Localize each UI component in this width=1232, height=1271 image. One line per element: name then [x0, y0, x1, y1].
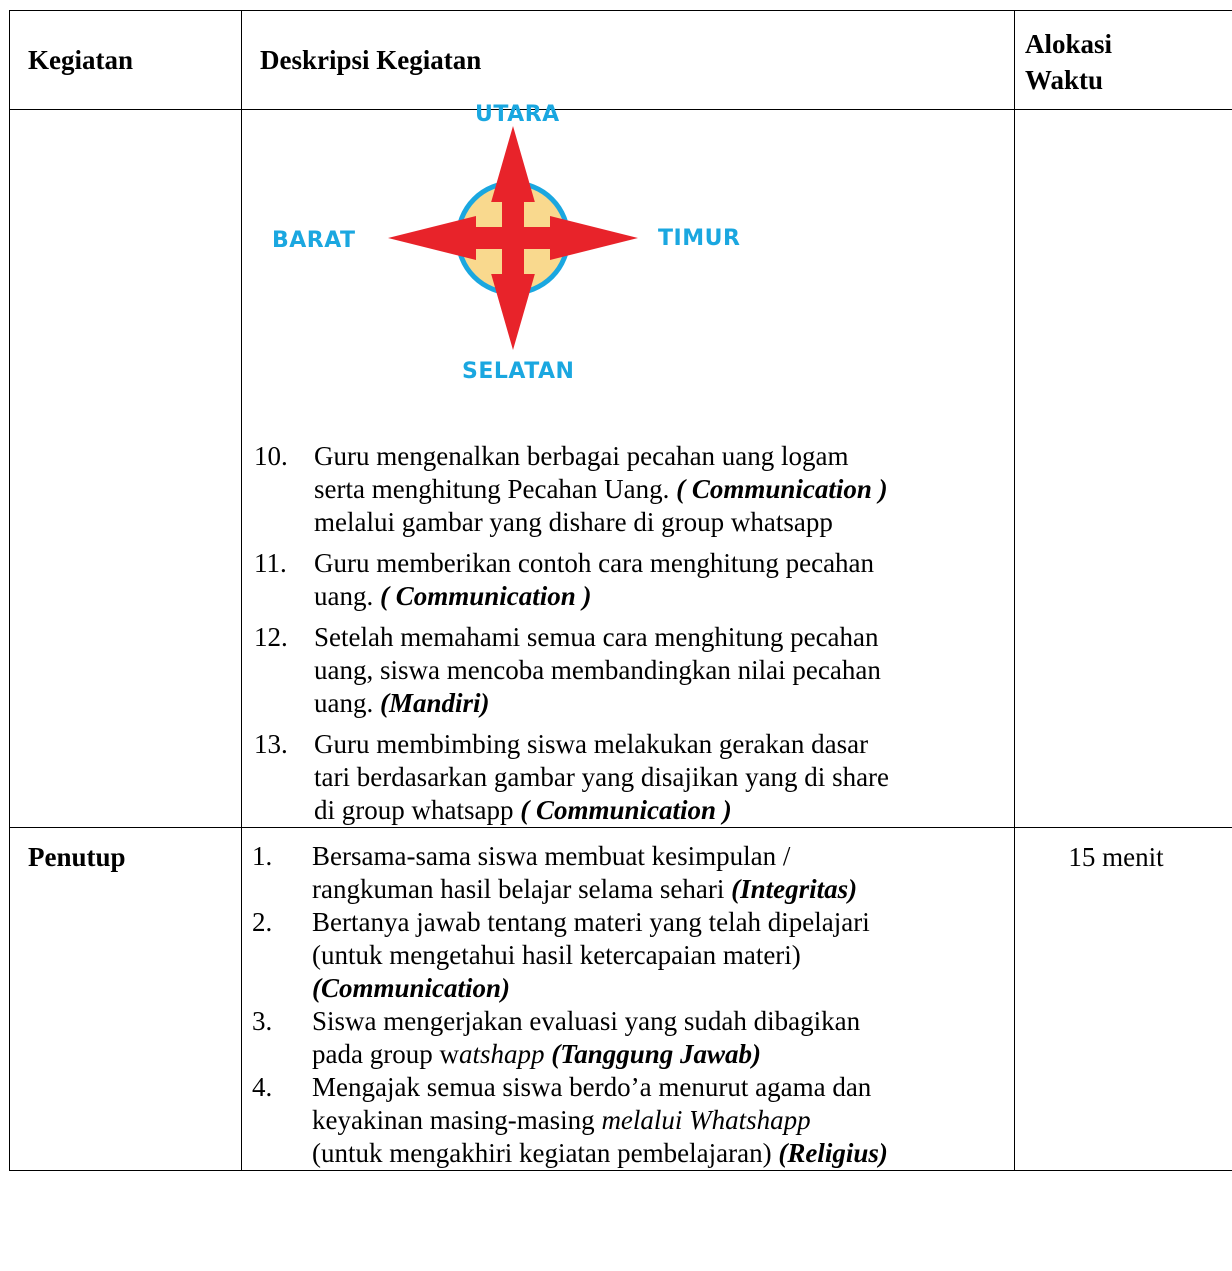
step-number: 11.	[254, 548, 287, 578]
compass-label-east: TIMUR	[658, 226, 741, 251]
value-tag: (Communication)	[312, 973, 511, 1003]
step-text: atshapp	[458, 1039, 545, 1069]
compass-figure	[272, 102, 742, 400]
step-text: uang, siswa mencoba membandingkan nilai pecahan	[314, 655, 881, 685]
list-item	[252, 1005, 1014, 1071]
compass-label-north: UTARA	[475, 102, 560, 127]
step-text: keyakinan masing-masing	[312, 1105, 602, 1135]
step-number: 3.	[252, 1006, 273, 1036]
core-activity-row	[10, 110, 1232, 828]
closing-deskripsi-cell	[242, 828, 1015, 1171]
closing-steps-list	[252, 840, 1014, 1170]
header-kegiatan: Kegiatan	[10, 11, 242, 110]
step-text: Guru memberikan contoh cara menghitung pecahan	[314, 548, 875, 578]
step-text: tari berdasarkan gambar yang disajikan yang di share	[314, 762, 890, 792]
core-kegiatan-cell	[10, 110, 242, 828]
value-tag: (Integritas)	[731, 874, 858, 904]
core-alokasi-cell	[1015, 110, 1232, 828]
step-text: Bertanya jawab tentang materi yang telah dipelajari	[312, 907, 870, 937]
header-alokasi	[1015, 11, 1232, 110]
value-tag: (Religius)	[778, 1138, 888, 1168]
list-item	[254, 547, 1014, 613]
list-item	[252, 1071, 1014, 1170]
activity-table	[9, 10, 1232, 1171]
header-row	[10, 11, 1232, 110]
value-tag: ( Communication )	[520, 795, 732, 825]
step-text: serta menghitung Pecahan Uang.	[314, 474, 677, 504]
step-number: 12.	[254, 622, 288, 652]
step-text: rangkuman hasil belajar selama sehari	[312, 874, 732, 904]
step-text: melalui Whatshapp	[601, 1105, 811, 1135]
step-text: Siswa mengerjakan evaluasi yang sudah dibagikan	[312, 1006, 861, 1036]
value-tag: ( Communication )	[379, 581, 592, 611]
step-text: Guru membimbing siswa melakukan gerakan dasar	[314, 729, 869, 759]
core-steps-list	[254, 440, 1014, 827]
step-number: 10.	[254, 441, 288, 471]
step-text: Bersama-sama siswa membuat kesimpulan /	[312, 841, 791, 871]
step-text: uang.	[314, 581, 380, 611]
list-item	[254, 621, 1014, 720]
header-deskripsi: Deskripsi Kegiatan	[242, 11, 1015, 110]
list-item	[254, 728, 1014, 827]
step-text: (untuk mengakhiri kegiatan pembelajaran)	[312, 1138, 779, 1168]
core-deskripsi-cell	[242, 102, 1015, 828]
step-text: di group whatsapp	[314, 795, 521, 825]
list-item	[252, 906, 1014, 1005]
closing-time: 15 menit	[1015, 828, 1232, 1171]
step-number: 1.	[252, 841, 273, 871]
header-alokasi-line2: Waktu	[1025, 65, 1104, 95]
compass-label-south: SELATAN	[462, 359, 575, 384]
step-text: melalui gambar yang dishare di group whatsapp	[314, 507, 833, 537]
step-text: (untuk mengetahui hasil ketercapaian materi)	[312, 940, 801, 970]
compass-label-west: BARAT	[272, 228, 356, 253]
list-item	[254, 440, 1014, 539]
value-tag: ( Communication )	[676, 474, 888, 504]
header-alokasi-line1: Alokasi	[1025, 29, 1113, 59]
value-tag: (Tanggung Jawab)	[551, 1039, 762, 1069]
step-number: 2.	[252, 907, 273, 937]
closing-label: Penutup	[10, 828, 242, 1171]
step-number: 13.	[254, 729, 288, 759]
step-text: pada group w	[312, 1039, 459, 1069]
step-text: Setelah memahami semua cara menghitung pecahan	[314, 622, 879, 652]
list-item	[252, 840, 1014, 906]
step-number: 4.	[252, 1072, 273, 1102]
step-text: Guru mengenalkan berbagai pecahan uang logam	[314, 441, 849, 471]
compass-rose-icon	[282, 110, 742, 400]
step-text: Mengajak semua siswa berdo’a menurut agama dan	[312, 1072, 872, 1102]
value-tag: (Mandiri)	[379, 688, 490, 718]
closing-row	[10, 828, 1232, 1171]
step-text: uang.	[314, 688, 380, 718]
